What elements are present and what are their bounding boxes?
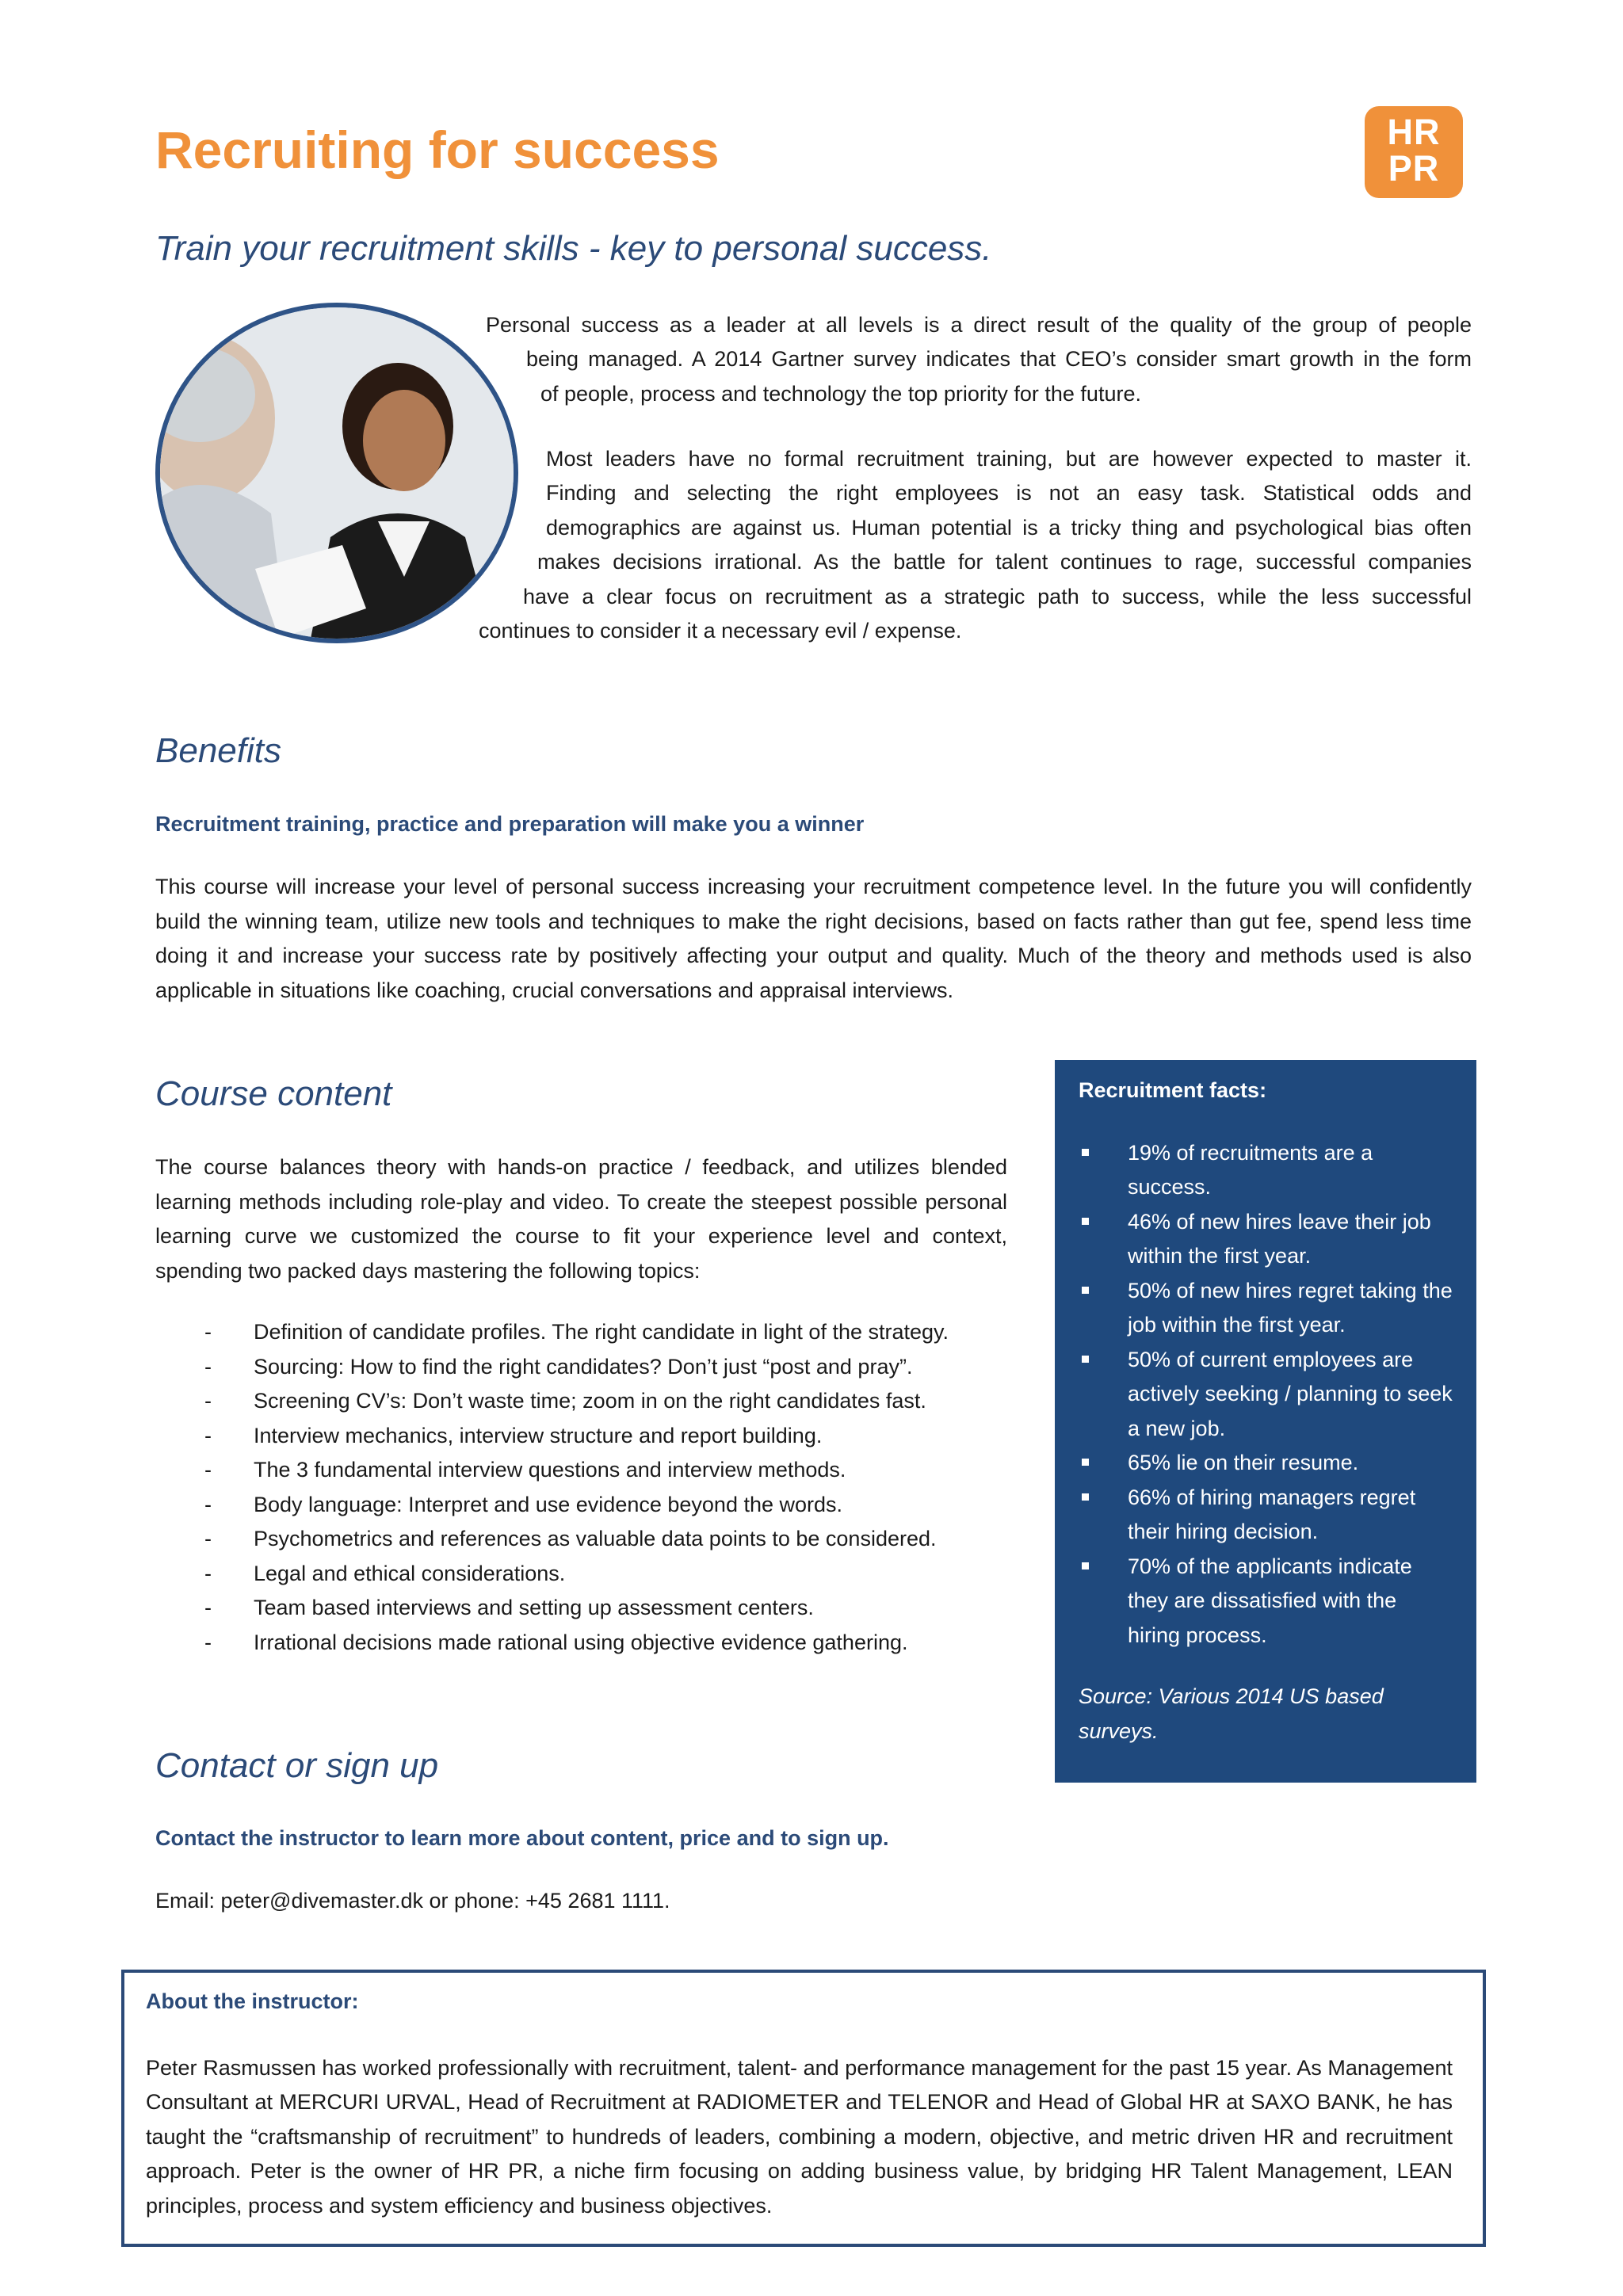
dash-bullet: - bbox=[204, 1527, 212, 1550]
intro-p1-line-2: being managed. A 2014 Gartner survey indicates that CEO’s consider smart growth in the form bbox=[526, 347, 1472, 371]
facts-source: Source: Various 2014 US based surveys. bbox=[1079, 1684, 1384, 1743]
list-item bbox=[1079, 1550, 1453, 1653]
list-item bbox=[155, 1384, 1043, 1419]
list-item bbox=[1079, 1343, 1453, 1447]
fact-text: 19% of recruitments are a success. bbox=[1128, 1140, 1373, 1199]
list-item-text: Team based interviews and setting up assessment centers. bbox=[254, 1596, 814, 1619]
fact-text: 50% of current employees are actively seeking / planning to seek a new job. bbox=[1128, 1347, 1453, 1440]
dash-bullet: - bbox=[204, 1561, 212, 1585]
contact-heading: Contact or sign up bbox=[155, 1746, 439, 1785]
list-item bbox=[155, 1315, 1043, 1350]
facts-title: Recruitment facts: bbox=[1079, 1078, 1267, 1102]
list-item bbox=[1079, 1205, 1453, 1274]
dash-bullet: - bbox=[204, 1354, 212, 1379]
list-item-text: Interview mechanics, interview structure and report building. bbox=[254, 1423, 823, 1447]
list-item bbox=[155, 1488, 1043, 1523]
dash-bullet: - bbox=[204, 1630, 212, 1654]
dash-bullet: - bbox=[204, 1389, 212, 1413]
list-item bbox=[155, 1626, 1043, 1661]
contact-subheading: Contact the instructor to learn more about content, price and to sign up. bbox=[155, 1826, 889, 1850]
list-item bbox=[155, 1522, 1043, 1557]
intro-p2-line-5: have a clear focus on recruitment as a strategic path to success, while the less successful bbox=[523, 585, 1472, 608]
square-bullet-icon bbox=[1082, 1493, 1089, 1501]
list-item-text: Definition of candidate profiles. The right candidate in light of the strategy. bbox=[254, 1320, 949, 1344]
square-bullet-icon bbox=[1082, 1218, 1089, 1225]
list-item bbox=[155, 1350, 1043, 1385]
list-item-text: The 3 fundamental interview questions and interview methods. bbox=[254, 1458, 846, 1482]
intro-p2-line-4: makes decisions irrational. As the battle for talent continues to rage, successful companies bbox=[537, 550, 1472, 574]
intro-p2-line-2: Finding and selecting the right employees is not an easy task. Statistical odds and bbox=[546, 481, 1472, 505]
benefits-subheading: Recruitment training, practice and preparation will make you a winner bbox=[155, 812, 865, 836]
intro-p2-line-6: continues to consider it a necessary evil / expense. bbox=[479, 619, 962, 643]
fact-text: 65% lie on their resume. bbox=[1128, 1451, 1359, 1475]
list-item-text: Body language: Interpret and use evidence beyond the words. bbox=[254, 1492, 843, 1516]
square-bullet-icon bbox=[1082, 1287, 1089, 1294]
about-instructor-box bbox=[121, 1970, 1486, 2247]
subtitle: Train your recruitment skills - key to personal success. bbox=[155, 229, 992, 268]
course-heading: Course content bbox=[155, 1074, 392, 1113]
list-item-text: Legal and ethical considerations. bbox=[254, 1561, 566, 1585]
photo-illustration bbox=[160, 307, 514, 639]
fact-text: 50% of new hires regret taking the job within the first year. bbox=[1128, 1278, 1453, 1337]
list-item bbox=[155, 1453, 1043, 1488]
logo-line-2: PR bbox=[1388, 148, 1440, 189]
square-bullet-icon bbox=[1082, 1562, 1089, 1569]
benefits-heading: Benefits bbox=[155, 731, 281, 770]
recruitment-facts-box bbox=[1055, 1060, 1476, 1783]
dash-bullet: - bbox=[204, 1423, 212, 1447]
dash-bullet: - bbox=[204, 1320, 212, 1344]
intro-p1-line-1: Personal success as a leader at all levels is a direct result of the quality of the group of people bbox=[486, 313, 1472, 337]
recruiter-photo bbox=[155, 303, 518, 643]
logo-line-1: HR bbox=[1387, 112, 1441, 152]
dash-bullet: - bbox=[204, 1458, 212, 1482]
list-item bbox=[1079, 1274, 1453, 1343]
list-item bbox=[1079, 1481, 1453, 1550]
dash-bullet: - bbox=[204, 1596, 212, 1619]
intro-p2-line-3: demographics are against us. Human potential is a tricky thing and psychological bias often bbox=[546, 516, 1472, 540]
course-body: The course balances theory with hands-on practice / feedback, and utilizes blended learning methods including role-play and video. To create the steepest possible personal learning curve we customized the course to fit your experience level and context, spending two packed days mastering the following topics: bbox=[155, 1155, 1007, 1283]
square-bullet-icon bbox=[1082, 1356, 1089, 1363]
list-item bbox=[155, 1419, 1043, 1454]
hrpr-logo bbox=[1365, 106, 1463, 198]
list-item-text: Irrational decisions made rational using objective evidence gathering. bbox=[254, 1630, 908, 1654]
instructor-title: About the instructor: bbox=[146, 1989, 359, 2013]
course-topics-list bbox=[155, 1315, 1043, 1660]
fact-text: 70% of the applicants indicate they are dissatisfied with the hiring process. bbox=[1128, 1554, 1412, 1647]
contact-details: Email: peter@divemaster.dk or phone: +45 2681 1111. bbox=[155, 1889, 670, 1913]
list-item bbox=[155, 1557, 1043, 1592]
page-title: Recruiting for success bbox=[155, 120, 720, 179]
list-item bbox=[1079, 1136, 1453, 1205]
list-item bbox=[155, 1591, 1043, 1626]
list-item-text: Screening CV’s: Don’t waste time; zoom in on the right candidates fast. bbox=[254, 1389, 926, 1413]
facts-list bbox=[1079, 1136, 1453, 1653]
list-item bbox=[1079, 1446, 1453, 1481]
benefits-body: This course will increase your level of personal success increasing your recruitment competence level. In the future you will confidently build the winning team, utilize new tools and techniques to make the right decisions, based on facts rather than gut fee, spend less time doing it and increase your success rate by positively affecting your output and quality. Much of the theory and methods used is also applicable in situations like coaching, crucial conversations and appraisal interviews. bbox=[155, 875, 1472, 1002]
dash-bullet: - bbox=[204, 1492, 212, 1516]
fact-text: 66% of hiring managers regret their hiring decision. bbox=[1128, 1485, 1416, 1544]
intro-p1-line-3: of people, process and technology the top priority for the future. bbox=[540, 382, 1141, 406]
intro-p2-line-1: Most leaders have no formal recruitment training, but are however expected to master it. bbox=[546, 447, 1472, 471]
list-item-text: Psychometrics and references as valuable data points to be considered. bbox=[254, 1527, 937, 1550]
square-bullet-icon bbox=[1082, 1459, 1089, 1466]
list-item-text: Sourcing: How to find the right candidates? Don’t just “post and pray”. bbox=[254, 1354, 913, 1379]
instructor-bio: Peter Rasmussen has worked professionally with recruitment, talent- and performance management for the past 15 year. As Management Consultant at MERCURI URVAL, Head of Recruitment at RADIOMETER and TELENOR and Head of Global HR at SAXO BANK, he has taught the “craftsmanship of recruitment” to hundreds of leaders, combining a modern, objective, and metric driven HR and recruitment approach. Peter is the owner of HR PR, a niche firm focusing on adding business value, by bridging HR Talent Management, LEAN principles, process and system efficiency and business objectives. bbox=[146, 2055, 1453, 2218]
square-bullet-icon bbox=[1082, 1149, 1089, 1156]
fact-text: 46% of new hires leave their job within the first year. bbox=[1128, 1209, 1431, 1268]
